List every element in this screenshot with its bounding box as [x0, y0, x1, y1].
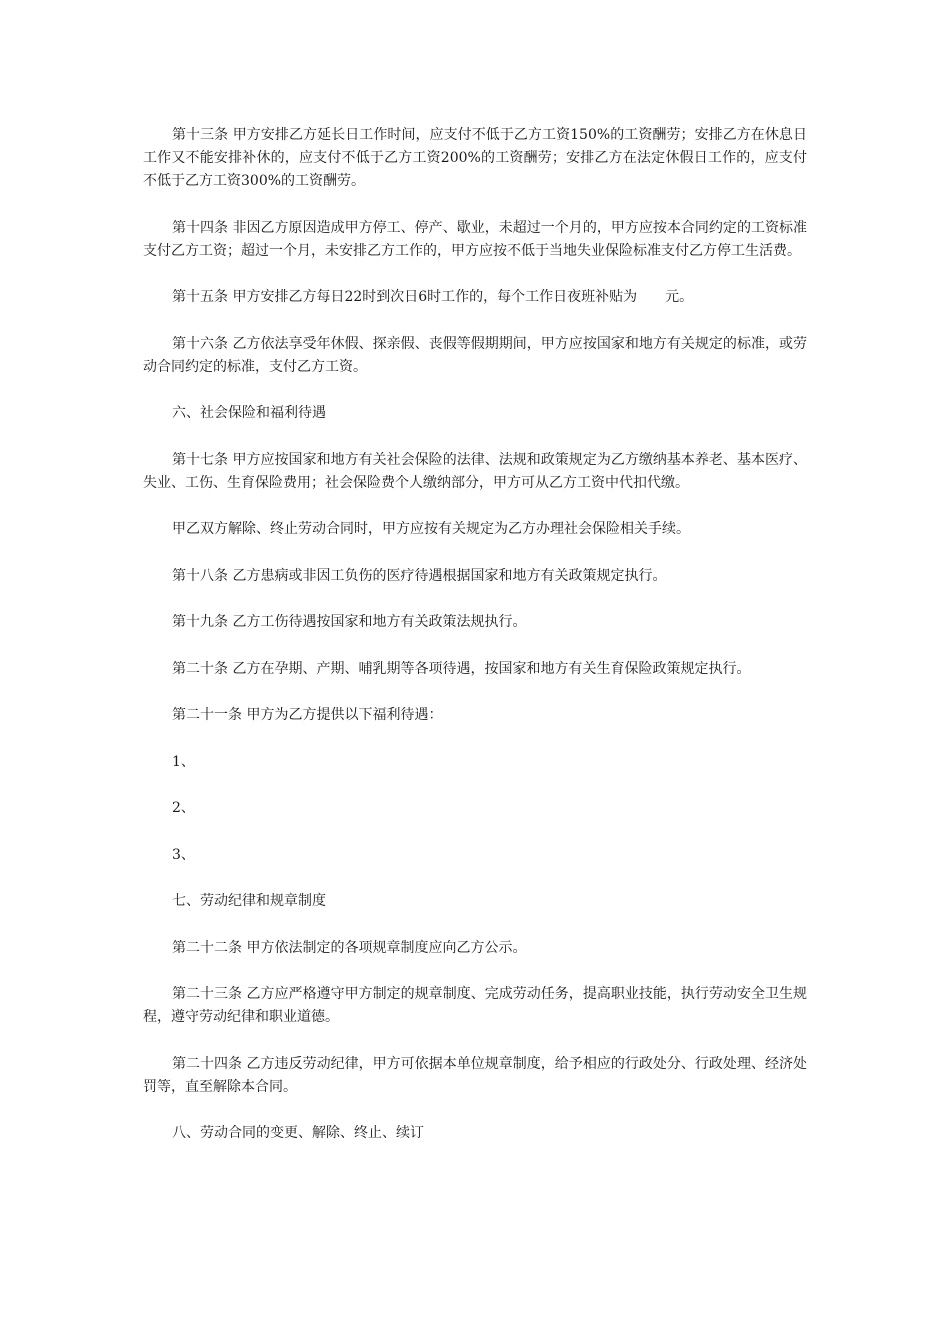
article-17-clause-2: 甲乙双方解除、终止劳动合同时，甲方应按有关规定为乙方办理社会保险相关手续。 [172, 521, 690, 537]
benefit-item-1: 1、 [172, 753, 195, 770]
section-7-heading: 七、劳动纪律和规章制度 [172, 893, 326, 909]
section-6-heading: 六、社会保险和福利待遇 [172, 405, 326, 421]
article-18: 第十八条 乙方患病或非因工负伤的医疗待遇根据国家和地方有关政策规定执行。 [172, 567, 667, 584]
article-16: 第十六条 乙方依法享受年休假、探亲假、丧假等假期期间，甲方应按国家和地方有关规定的标准，或劳动合同约定的标准，支付乙方工资。 [143, 335, 807, 375]
article-13: 第十三条 甲方安排乙方延长日工作时间，应支付不低于乙方工资150%的工资酬劳；安排乙方在休息日工作又不能安排补休的，应支付不低于乙方工资200%的工资酬劳；安排乙方在法定休假日工作的，应支付不低于乙方工资300%的工资酬劳。 [143, 127, 807, 189]
article-14: 第十四条 非因乙方原因造成甲方停工、停产、歇业，未超过一个月的，甲方应按本合同约定的工资标准支付乙方工资；超过一个月，未安排乙方工作的，甲方应按不低于当地失业保险标准支付乙方停工生活费。 [143, 219, 807, 259]
article-24: 第二十四条 乙方违反劳动纪律，甲方可依据本单位规章制度，给予相应的行政处分、行政处理、经济处罚等，直至解除本合同。 [143, 1055, 807, 1095]
section-8-heading: 八、劳动合同的变更、解除、终止、续订 [172, 1125, 424, 1141]
benefit-item-2: 2、 [172, 800, 195, 816]
article-23: 第二十三条 乙方应严格遵守甲方制定的规章制度、完成劳动任务，提高职业技能，执行劳动安全卫生规程，遵守劳动纪律和职业道德。 [143, 986, 807, 1025]
article-17: 第十七条 甲方应按国家和地方有关社会保险的法律、法规和政策规定为乙方缴纳基本养老、基本医疗、失业、工伤、生育保险费用；社会保险费个人缴纳部分，甲方可从乙方工资中代扣代缴。 [143, 451, 807, 491]
article-22: 第二十二条 甲方依法制定的各项规章制度应向乙方公示。 [172, 939, 527, 956]
article-20: 第二十条 乙方在孕期、产期、哺乳期等各项待遇，按国家和地方有关生育保险政策规定执行。 [172, 660, 751, 677]
document-page [143, 124, 807, 1169]
article-19: 第十九条 乙方工伤待遇按国家和地方有关政策法规执行。 [172, 614, 527, 630]
article-21: 第二十一条 甲方为乙方提供以下福利待遇： [172, 707, 443, 723]
benefit-item-3: 3、 [172, 846, 195, 863]
article-15: 第十五条 甲方安排乙方每日22时到次日6时工作的，每个工作日夜班补贴为 元。 [172, 289, 694, 305]
